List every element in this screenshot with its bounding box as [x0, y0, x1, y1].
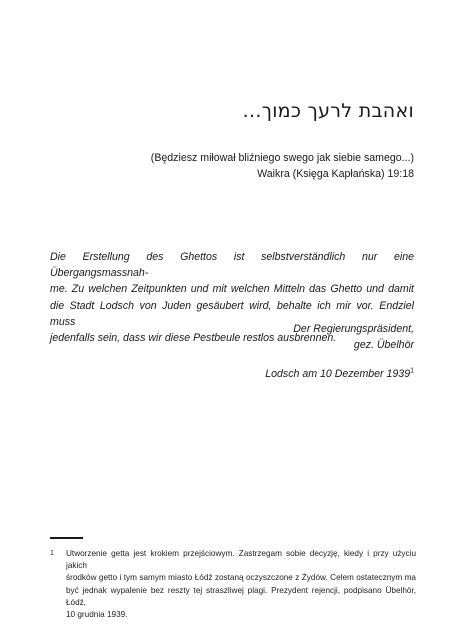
- paragraph-line: Die Erstellung des Ghettos ist selbstverständlich nur eine Übergangsmassnah-: [50, 251, 414, 280]
- footnote-line: być jednak wypalenie bez reszty tej straszliwej plagi. Prezydent rejencji, podpisano Übelhör, Łódź,: [66, 585, 416, 607]
- footnote-line: środków getto i tym samym miasto Łódź zostaną oczyszczone z Żydów. Celem ostatecznym ma: [66, 573, 416, 583]
- footnote-line: 10 grudnia 1939.: [66, 610, 128, 620]
- footnote-line: Utworzenie getta jest krokiem przejściowym. Zastrzegam sobie decyzję, kiedy i przy użyciu jakich: [66, 549, 416, 571]
- footnote: [50, 548, 416, 621]
- epigraph-source: Waikra (Księga Kapłańska) 19:18: [257, 167, 414, 180]
- hebrew-heading: ואהבת לרעך כמוך...: [242, 100, 414, 122]
- footnote-text: [66, 548, 416, 621]
- signature-name: gez. Übelhör: [353, 338, 414, 351]
- footnote-number: 1: [50, 550, 54, 557]
- dateline: [265, 368, 414, 380]
- signature-block: [293, 322, 414, 354]
- signature-title: Der Regierungspräsident,: [293, 323, 414, 335]
- dateline-text: Lodsch am 10 Dezember 1939: [265, 368, 411, 380]
- epigraph-translation: (Będziesz miłował bliźniego swego jak siebie samego...): [150, 152, 414, 164]
- paragraph-line: die Stadt Lodsch von Juden gesäubert wird, behalte ich mir vor. Endziel muss: [50, 299, 414, 328]
- paragraph-line: jedenfalls sein, dass wir diese Pestbeule restlos ausbrennen.: [50, 332, 337, 345]
- footnote-divider: [50, 537, 83, 539]
- paragraph-line: me. Zu welchen Zeitpunkten und mit welchen Mitteln das Ghetto und damit: [50, 283, 414, 296]
- epigraph: [54, 151, 414, 182]
- footnote-reference[interactable]: 1: [410, 367, 414, 375]
